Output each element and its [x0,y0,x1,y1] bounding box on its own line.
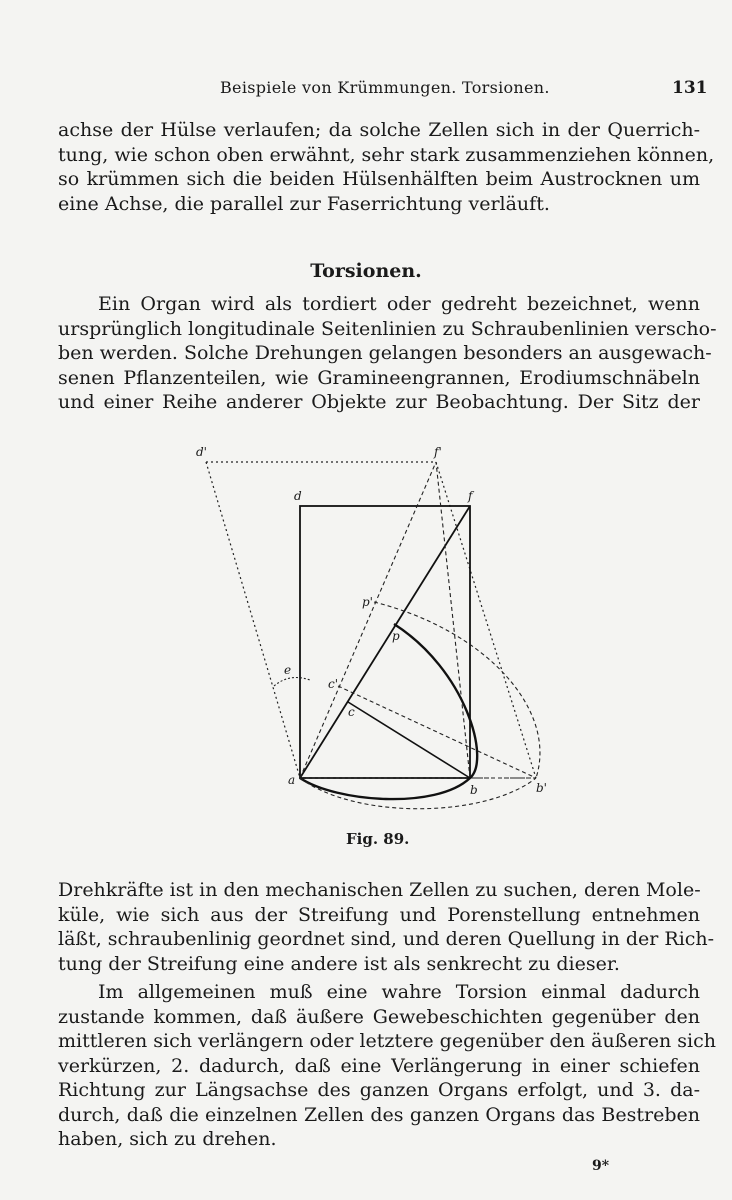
label-a: a [288,773,296,787]
label-d-prime: d' [196,445,207,459]
label-e: e [284,663,292,677]
text-line: und einer Reihe anderer Objekte zur Beobachtung. Der Sitz der [58,391,700,413]
text-line: eine Achse, die parallel zur Faserrichtung verläuft. [58,192,550,215]
signature-mark: 9* [592,1158,610,1174]
label-f: f [468,489,473,503]
dashed-line [300,462,436,778]
text-line: so krümmen sich die beiden Hülsenhälften beim Austrocknen um [58,168,700,190]
figure-caption: Fig. 89. [346,830,410,848]
text-line: durch, daß die einzelnen Zellen des ganzen Organs das Bestreben [58,1103,700,1126]
paragraph-torsion-definition [58,292,717,415]
running-head [0,76,732,100]
dotted-line [206,462,300,778]
text-line: haben, sich zu drehen. [58,1128,277,1150]
text-line: zustande kommen, daß äußere Gewebeschichten gegenüber den [58,1005,700,1028]
helix-curve [394,624,477,778]
label-d: d [294,489,302,503]
helix-curve-lower [300,778,470,799]
text-line: Richtung zur Längsachse des ganzen Organs erfolgt, und 3. da- [58,1079,700,1101]
text-line: Im allgemeinen muß eine wahre Torsion einmal dadurch [98,981,700,1003]
text-line: ursprünglich longitudinale Seitenlinien zu Schraubenlinien verscho- [58,317,717,340]
label-c: c [348,705,355,719]
text-line: läßt, schraubenlinig geordnet sind, und deren Quellung in der Rich- [58,928,715,950]
diagonal-line [300,506,470,778]
torsion-diagram [186,440,556,820]
label-f-prime: f' [434,445,442,459]
text-line: mittleren sich verlängern oder letztere gegenüber den äußeren sich [58,1030,716,1052]
label-p: p [392,629,400,643]
paragraph-forces [58,878,715,976]
text-line: senen Pflanzenteilen, wie Gramineengrannen, Erodiumschnäbeln [58,366,700,389]
label-p-prime: p' [362,595,373,609]
text-line: Drehkräfte ist in den mechanischen Zellen zu suchen, deren Mole- [58,879,701,901]
label-b: b [470,783,478,797]
paragraph-intro [58,118,715,216]
figure-89 [186,440,556,820]
text-line: verkürzen, 2. dadurch, daß eine Verlängerung in einer schiefen [58,1054,700,1077]
running-title: Beispiele von Krümmungen. Torsionen. [220,78,550,97]
dashed-line [436,462,470,778]
text-line: ben werden. Solche Drehungen gelangen besonders an ausgewach- [58,342,712,364]
page-number: 131 [672,78,708,98]
text-line: küle, wie sich aus der Streifung und Porenstellung entnehmen [58,903,700,926]
label-c-prime: c' [328,677,339,691]
text-line: tung der Streifung eine andere ist als senkrecht zu dieser. [58,952,620,975]
dashed-line [338,686,536,778]
label-b-prime: b' [536,781,547,795]
text-line: Ein Organ wird als tordiert oder gedreht bezeichnet, wenn [98,293,700,315]
section-heading: Torsionen. [310,260,422,282]
angle-arc [274,678,310,686]
paragraph-mechanisms [58,980,716,1152]
text-line: achse der Hülse verlaufen; da solche Zellen sich in der Querrich- [58,119,700,141]
text-line: tung, wie schon oben erwähnt, sehr stark zusammenziehen können, [58,143,715,166]
solid-line [348,702,470,778]
dotted-line [436,462,536,778]
